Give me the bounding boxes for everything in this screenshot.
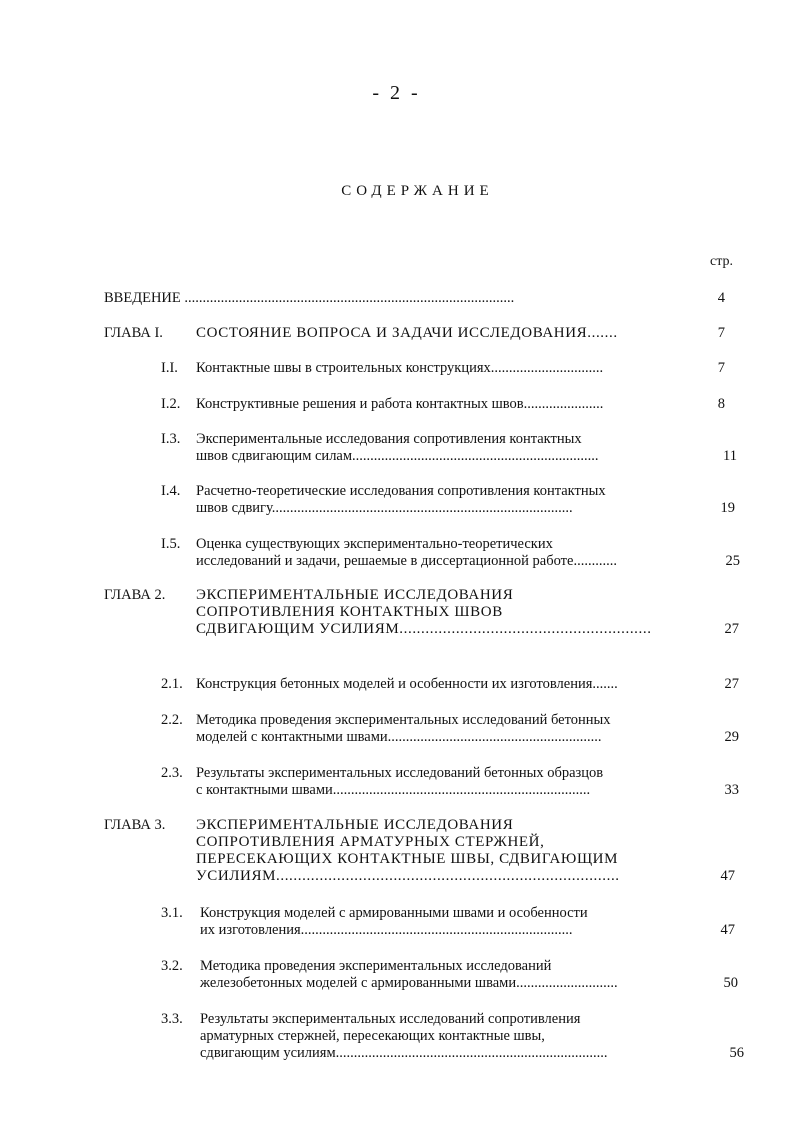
toc-entry-page: 47 bbox=[720, 922, 735, 938]
toc-entry-title-line: моделей с контактными швами........................................................... bbox=[196, 729, 602, 745]
toc-entry-number: ГЛАВА 2. bbox=[104, 587, 166, 603]
toc-entry-number: 3.1. bbox=[161, 905, 183, 921]
page-column-header: стр. bbox=[710, 254, 734, 269]
page-number: - 2 - bbox=[372, 82, 421, 104]
toc-entry-title-line: ЭКСПЕРИМЕНТАЛЬНЫЕ ИССЛЕДОВАНИЯ bbox=[196, 817, 514, 833]
toc-entry-number: I.3. bbox=[161, 431, 181, 447]
toc-entry-title-line: Методика проведения экспериментальных исследований bbox=[200, 958, 552, 974]
toc-entry-title-line: ЭКСПЕРИМЕНТАЛЬНЫЕ ИССЛЕДОВАНИЯ bbox=[196, 587, 514, 603]
toc-entry-number: I.I. bbox=[161, 360, 178, 376]
toc-entry-number: I.2. bbox=[161, 396, 181, 412]
toc-entry-number: 2.3. bbox=[161, 765, 183, 781]
toc-entry-number: I.5. bbox=[161, 536, 181, 552]
toc-entry-page: 33 bbox=[724, 782, 739, 798]
toc-entry-page: 27 bbox=[724, 621, 739, 637]
toc-entry-title-line: швов сдвигу................................................................................... bbox=[196, 500, 573, 516]
toc-entry-title-line: Экспериментальные исследования сопротивления контактных bbox=[196, 431, 582, 447]
toc-entry-page: 50 bbox=[723, 975, 738, 991]
toc-entry-title-line: Конструктивные решения и работа контактных швов...................... bbox=[196, 396, 604, 412]
toc-entry-page: 4 bbox=[717, 290, 725, 306]
toc-entry-number: 2.2. bbox=[161, 712, 183, 728]
toc-entry-title-line: швов сдвигающим силам.................................................................... bbox=[196, 448, 599, 464]
toc-entry-number: 3.3. bbox=[161, 1011, 183, 1027]
toc-entry-title-line: Методика проведения экспериментальных исследований бетонных bbox=[196, 712, 611, 728]
toc-entry-title-line: СОПРОТИВЛЕНИЯ АРМАТУРНЫХ СТЕРЖНЕЙ, bbox=[196, 834, 545, 850]
toc-entry-title-line: Оценка существующих экспериментально-теоретических bbox=[196, 536, 553, 552]
toc-entry-title-line: СОПРОТИВЛЕНИЯ КОНТАКТНЫХ ШВОВ bbox=[196, 604, 503, 620]
toc-entry-title-line: УСИЛИЯМ............................................................................... bbox=[196, 868, 620, 884]
toc-entry-page: 25 bbox=[725, 553, 740, 569]
toc-entry-title-line: Контактные швы в строительных конструкциях............................... bbox=[196, 360, 604, 376]
toc-entry-title-line: Расчетно-теоретические исследования сопротивления контактных bbox=[196, 483, 606, 499]
toc-entry-title-line: СОСТОЯНИЕ ВОПРОСА И ЗАДАЧИ ИССЛЕДОВАНИЯ....... bbox=[196, 325, 618, 341]
toc-entry-title-line: сдвигающим усилиям........................................................................... bbox=[200, 1045, 608, 1061]
toc-entry-page: 8 bbox=[717, 396, 725, 412]
toc-entry-title-line: СДВИГАЮЩИМ УСИЛИЯМ.......................................................... bbox=[196, 621, 652, 637]
toc-entry-page: 11 bbox=[723, 448, 737, 464]
toc-entry-number: ГЛАВА 3. bbox=[104, 817, 166, 833]
page-title: СОДЕРЖАНИЕ bbox=[341, 183, 494, 199]
toc-entry-page: 7 bbox=[717, 325, 725, 341]
toc-entry-number: I.4. bbox=[161, 483, 181, 499]
toc-entry-title-line: ВВЕДЕНИЕ ........................................................................................... bbox=[104, 290, 515, 306]
toc-entry-page: 19 bbox=[720, 500, 735, 516]
toc-entry-title-line: с контактными швами....................................................................... bbox=[196, 782, 591, 798]
toc-entry-page: 29 bbox=[724, 729, 739, 745]
toc-entry-title-line: их изготовления........................................................................... bbox=[200, 922, 573, 938]
toc-entry-page: 56 bbox=[729, 1045, 744, 1061]
toc-entry-number: 3.2. bbox=[161, 958, 183, 974]
toc-entry-number: 2.1. bbox=[161, 676, 183, 692]
toc-entry-title-line: ПЕРЕСЕКАЮЩИХ КОНТАКТНЫЕ ШВЫ, СДВИГАЮЩИМ bbox=[196, 851, 619, 867]
toc-entry-title-line: арматурных стержней, пересекающих контактные швы, bbox=[200, 1028, 545, 1044]
toc-entry-page: 47 bbox=[720, 868, 735, 884]
toc-entry-title-line: Конструкция моделей с армированными швами и особенности bbox=[200, 905, 588, 921]
toc-entry-number: ГЛАВА I. bbox=[104, 325, 163, 341]
toc-entry-page: 7 bbox=[717, 360, 725, 376]
toc-entry-title-line: Результаты экспериментальных исследований бетонных образцов bbox=[196, 765, 604, 781]
toc-entry-page: 27 bbox=[724, 676, 739, 692]
toc-entry-title-line: Конструкция бетонных моделей и особенности их изготовления....... bbox=[196, 676, 618, 692]
toc-entry-title-line: железобетонных моделей с армированными швами............................ bbox=[200, 975, 618, 991]
toc-entry-title-line: Результаты экспериментальных исследований сопротивления bbox=[200, 1011, 581, 1027]
toc-entry-title-line: исследований и задачи, решаемые в диссертационной работе............ bbox=[196, 553, 617, 569]
